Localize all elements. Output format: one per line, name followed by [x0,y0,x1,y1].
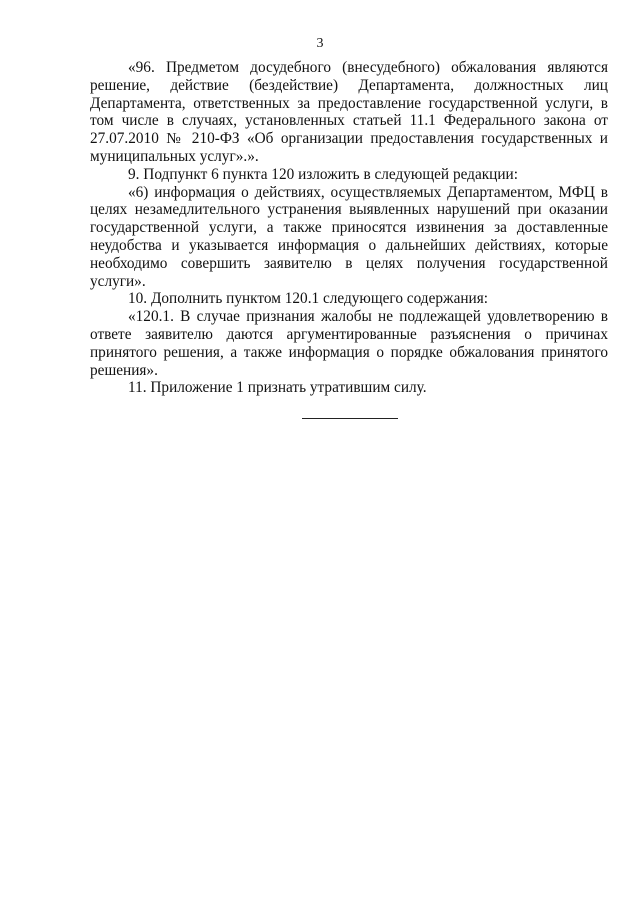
document-body [90,59,608,397]
paragraph-96-complaint-subject: «96. Предметом досудебного (внесудебного) обжалования являются решение, действие (бездействие) Департамента, должностных лиц Департамента, ответственных за предоставление государственной услуги, в том числе в случаях, установленных статьей 11.1 Федерального закона от 27.07.2010 № 210-ФЗ «Об организации предоставления государственных и муниципальных услуг».». [90,59,608,165]
paragraph-120-1: «120.1. В случае признания жалобы не подлежащей удовлетворению в ответе заявителю даются аргументированные разъяснения о причинах принятого решения, а также информация о порядке обжалования принятого решения». [90,308,608,379]
end-separator-line [302,418,398,419]
paragraph-item-11: 11. Приложение 1 признать утратившим силу. [128,379,427,397]
paragraph-item-9: 9. Подпункт 6 пункта 120 изложить в следующей редакции: [128,165,518,183]
paragraph-subitem-6: «6) информация о действиях, осуществляемых Департаментом, МФЦ в целях незамедлительного устранения выявленных нарушений при оказании государственной услуги, а также приносятся извинения за доставленные неудобства и указывается информация о дальнейших действиях, которые необходимо совершить заявителю в целях получения государственной услуги». [90,183,608,290]
paragraph-item-10: 10. Дополнить пунктом 120.1 следующего содержания: [128,290,489,308]
page-number: 3 [316,36,324,51]
